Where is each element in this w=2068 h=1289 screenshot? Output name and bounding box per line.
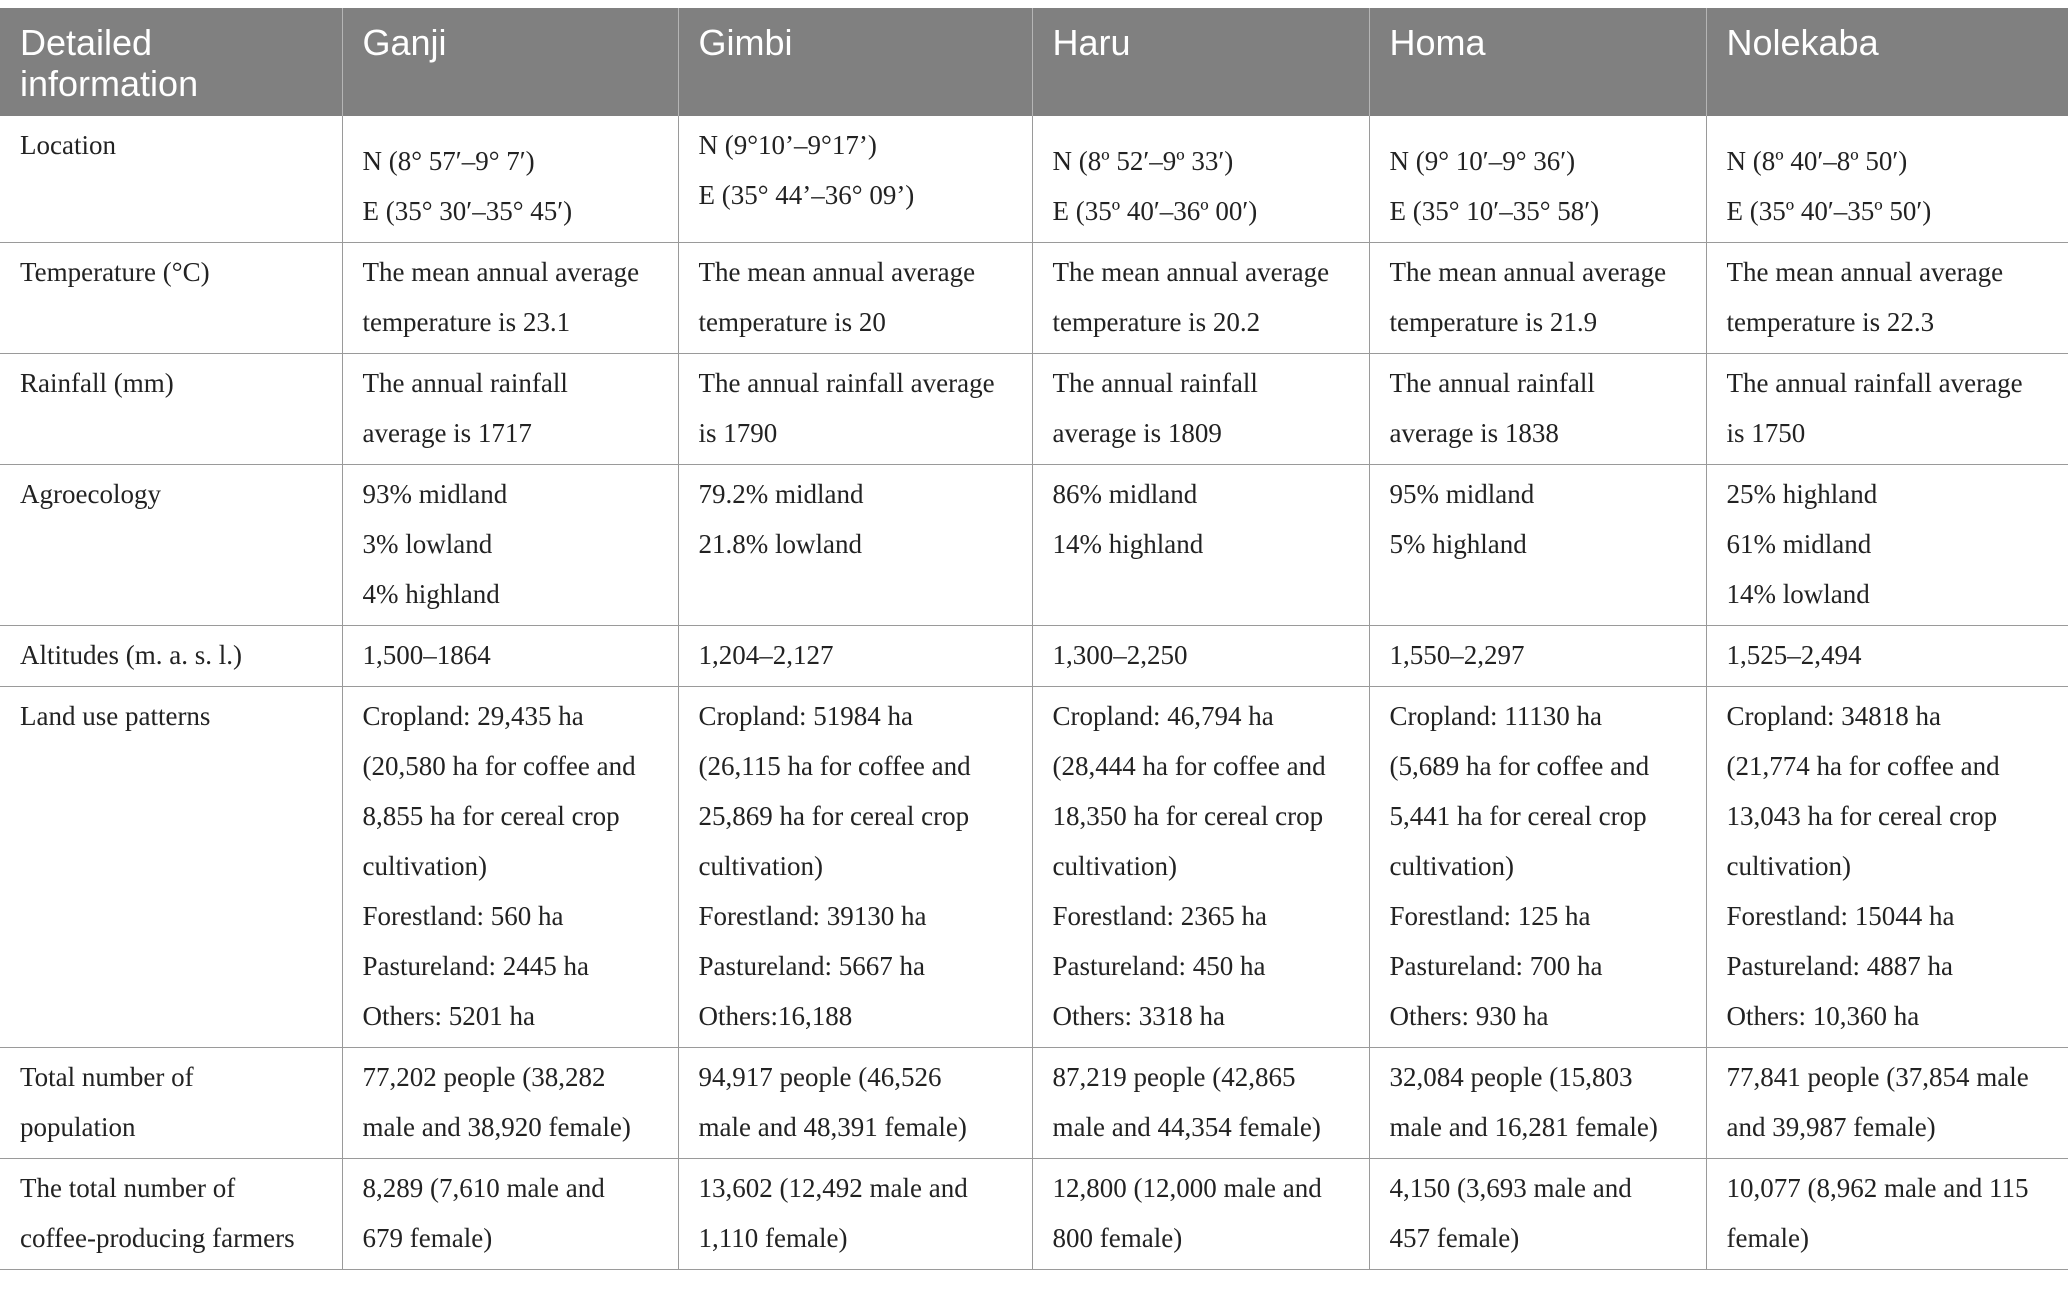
cell-line: The annual rainfall average [1726,368,2023,398]
table-row [0,465,2068,626]
row-label [0,243,342,354]
cell-nolekaba [1706,1048,2068,1159]
cell-haru [1032,1048,1369,1159]
cell-gimbi [678,1159,1032,1270]
cell-line: N (9° 10′–9° 36′) [1389,146,1576,176]
cell-homa [1369,1159,1706,1270]
cell-line: 14% lowland [1726,579,1870,609]
cell-homa [1369,243,1706,354]
row-label-line: coffee-producing farmers [20,1223,295,1253]
cell-line: Cropland: 11130 ha [1389,701,1602,731]
table-row [0,687,2068,1048]
cell-line: 679 female) [362,1223,493,1253]
cell-line: temperature is 22.3 [1726,307,1935,337]
cell-line: temperature is 21.9 [1389,307,1598,337]
cell-line: Forestland: 39130 ha [698,901,927,931]
cell-line: 25,869 ha for cereal crop [698,801,970,831]
row-label-line: Temperature (°C) [20,257,210,287]
cell-line: 25% highland [1726,479,1878,509]
cell-line: male and 48,391 female) [698,1112,967,1142]
cell-line: The mean annual average [1052,257,1330,287]
row-label-line: population [20,1112,136,1142]
cell-line: Cropland: 29,435 ha [362,701,584,731]
cell-nolekaba [1706,1159,2068,1270]
table-row [0,1159,2068,1270]
table-row [0,243,2068,354]
header-gimbi: Gimbi [678,8,1032,116]
cell-line: N (8º 40′–8º 50′) [1726,146,1908,176]
cell-line: 32,084 people (15,803 [1389,1062,1633,1092]
cell-haru [1032,116,1369,243]
cell-line: female) [1726,1223,1809,1253]
cell-line: 3% lowland [362,529,493,559]
cell-line: 1,110 female) [698,1223,848,1253]
cell-line: cultivation) [1052,851,1177,881]
cell-ganji [342,465,678,626]
header-detailed-information: Detailed information [0,8,342,116]
cell-haru [1032,626,1369,687]
cell-homa [1369,626,1706,687]
table-row [0,354,2068,465]
cell-line: male and 16,281 female) [1389,1112,1658,1142]
cell-line: Pastureland: 450 ha [1052,951,1266,981]
cell-line: Others:16,188 [698,1001,853,1031]
cell-line: 21.8% lowland [698,529,862,559]
cell-line: The annual rainfall [362,368,568,398]
table-container [0,8,2068,1270]
cell-haru [1032,354,1369,465]
cell-haru [1032,1159,1369,1270]
header-nolekaba: Nolekaba [1706,8,2068,116]
cell-line: 8,289 (7,610 male and [362,1173,605,1203]
cell-gimbi [678,626,1032,687]
cell-haru [1032,243,1369,354]
cell-line: Pastureland: 700 ha [1389,951,1603,981]
cell-gimbi [678,116,1032,243]
cell-line: 4,150 (3,693 male and [1389,1173,1632,1203]
cell-homa [1369,116,1706,243]
cell-line: Pastureland: 4887 ha [1726,951,1953,981]
cell-line: Forestland: 125 ha [1389,901,1591,931]
cell-gimbi [678,465,1032,626]
cell-line: E (35° 10′–35° 58′) [1389,196,1600,226]
cell-line: average is 1838 [1389,418,1559,448]
cell-homa [1369,1048,1706,1159]
cell-line: average is 1717 [362,418,532,448]
cell-ganji [342,626,678,687]
cell-line: The mean annual average [698,257,976,287]
cell-line: temperature is 23.1 [362,307,571,337]
cell-nolekaba [1706,243,2068,354]
cell-gimbi [678,687,1032,1048]
cell-nolekaba [1706,626,2068,687]
cell-line: cultivation) [1389,851,1514,881]
cell-line: 5% highland [1389,529,1527,559]
header-homa: Homa [1369,8,1706,116]
cell-line: N (8° 57′–9° 7′) [362,146,535,176]
cell-line: is 1790 [698,418,778,448]
cell-line: (5,689 ha for coffee and [1389,751,1650,781]
row-label [0,354,342,465]
header-row [0,8,2068,116]
cell-line: 95% midland [1389,479,1535,509]
cell-line: 86% midland [1052,479,1198,509]
cell-line: cultivation) [1726,851,1851,881]
cell-line: 14% highland [1052,529,1204,559]
cell-line: N (9°10’–9°17’) [698,130,877,160]
row-label [0,687,342,1048]
cell-line: 1,525–2,494 [1726,640,1862,670]
row-label-line: Total number of [20,1062,194,1092]
cell-line: 61% midland [1726,529,1872,559]
cell-line: The mean annual average [1389,257,1667,287]
cell-line: Forestland: 560 ha [362,901,564,931]
cell-line: Others: 10,360 ha [1726,1001,1920,1031]
cell-homa [1369,354,1706,465]
cell-line: 12,800 (12,000 male and [1052,1173,1322,1203]
cell-line: Forestland: 2365 ha [1052,901,1267,931]
cell-line: 79.2% midland [698,479,864,509]
cell-homa [1369,687,1706,1048]
row-label [0,626,342,687]
cell-line: Forestland: 15044 ha [1726,901,1955,931]
cell-line: 13,043 ha for cereal crop [1726,801,1998,831]
cell-line: 94,917 people (46,526 [698,1062,942,1092]
header-ganji: Ganji [342,8,678,116]
row-label-line: Land use patterns [20,701,211,731]
row-label-line: The total number of [20,1173,236,1203]
cell-line: 1,550–2,297 [1389,640,1525,670]
cell-nolekaba [1706,465,2068,626]
cell-line: male and 38,920 female) [362,1112,631,1142]
row-label-line: Agroecology [20,479,161,509]
cell-ganji [342,1048,678,1159]
cell-line: 77,841 people (37,854 male [1726,1062,2029,1092]
cell-line: 93% midland [362,479,508,509]
cell-line: E (35º 40′–36º 00′) [1052,196,1258,226]
cell-line: The annual rainfall average [698,368,995,398]
cell-line: 1,204–2,127 [698,640,834,670]
row-label [0,1159,342,1270]
cell-line: Cropland: 46,794 ha [1052,701,1274,731]
cell-line: 77,202 people (38,282 [362,1062,606,1092]
cell-line: Cropland: 34818 ha [1726,701,1941,731]
row-label-line: Location [20,130,116,160]
cell-line: 1,300–2,250 [1052,640,1188,670]
row-label-line: Rainfall (mm) [20,368,174,398]
cell-line: E (35º 40′–35º 50′) [1726,196,1932,226]
cell-line: cultivation) [698,851,823,881]
cell-line: Others: 930 ha [1389,1001,1549,1031]
table-row [0,1048,2068,1159]
cell-line: temperature is 20.2 [1052,307,1261,337]
cell-ganji [342,1159,678,1270]
cell-line: 4% highland [362,579,500,609]
cell-line: The mean annual average [362,257,640,287]
cell-gimbi [678,1048,1032,1159]
cell-line: The annual rainfall [1052,368,1258,398]
cell-nolekaba [1706,354,2068,465]
cell-line: The mean annual average [1726,257,2004,287]
cell-ganji [342,354,678,465]
cell-line: 13,602 (12,492 male and [698,1173,968,1203]
cell-nolekaba [1706,116,2068,243]
cell-line: (20,580 ha for coffee and [362,751,636,781]
cell-line: Others: 5201 ha [362,1001,535,1031]
cell-line: 1,500–1864 [362,640,491,670]
cell-ganji [342,116,678,243]
cell-homa [1369,465,1706,626]
cell-line: Others: 3318 ha [1052,1001,1225,1031]
header-haru: Haru [1032,8,1369,116]
study-area-table [0,8,2068,1270]
cell-gimbi [678,354,1032,465]
cell-line: 5,441 ha for cereal crop [1389,801,1647,831]
cell-line: (21,774 ha for coffee and [1726,751,2000,781]
cell-line: E (35° 30′–35° 45′) [362,196,573,226]
cell-haru [1032,465,1369,626]
cell-line: 8,855 ha for cereal crop [362,801,620,831]
cell-line: E (35° 44’–36° 09’) [698,180,915,210]
cell-line: N (8º 52′–9º 33′) [1052,146,1234,176]
cell-line: (28,444 ha for coffee and [1052,751,1326,781]
cell-line: 87,219 people (42,865 [1052,1062,1296,1092]
cell-haru [1032,687,1369,1048]
table-row [0,116,2068,243]
table-row [0,626,2068,687]
cell-line: 10,077 (8,962 male and 115 [1726,1173,2029,1203]
cell-line: temperature is 20 [698,307,886,337]
cell-nolekaba [1706,687,2068,1048]
cell-line: Cropland: 51984 ha [698,701,913,731]
cell-ganji [342,687,678,1048]
cell-ganji [342,243,678,354]
cell-line: Pastureland: 2445 ha [362,951,589,981]
cell-line: Pastureland: 5667 ha [698,951,925,981]
row-label [0,116,342,243]
cell-line: and 39,987 female) [1726,1112,1936,1142]
cell-line: (26,115 ha for coffee and [698,751,971,781]
row-label [0,465,342,626]
cell-line: average is 1809 [1052,418,1222,448]
cell-line: 457 female) [1389,1223,1520,1253]
cell-line: 18,350 ha for cereal crop [1052,801,1324,831]
cell-line: 800 female) [1052,1223,1183,1253]
cell-line: The annual rainfall [1389,368,1595,398]
cell-line: male and 44,354 female) [1052,1112,1321,1142]
row-label-line: Altitudes (m. a. s. l.) [20,640,242,670]
cell-line: cultivation) [362,851,487,881]
row-label [0,1048,342,1159]
cell-line: is 1750 [1726,418,1806,448]
cell-gimbi [678,243,1032,354]
